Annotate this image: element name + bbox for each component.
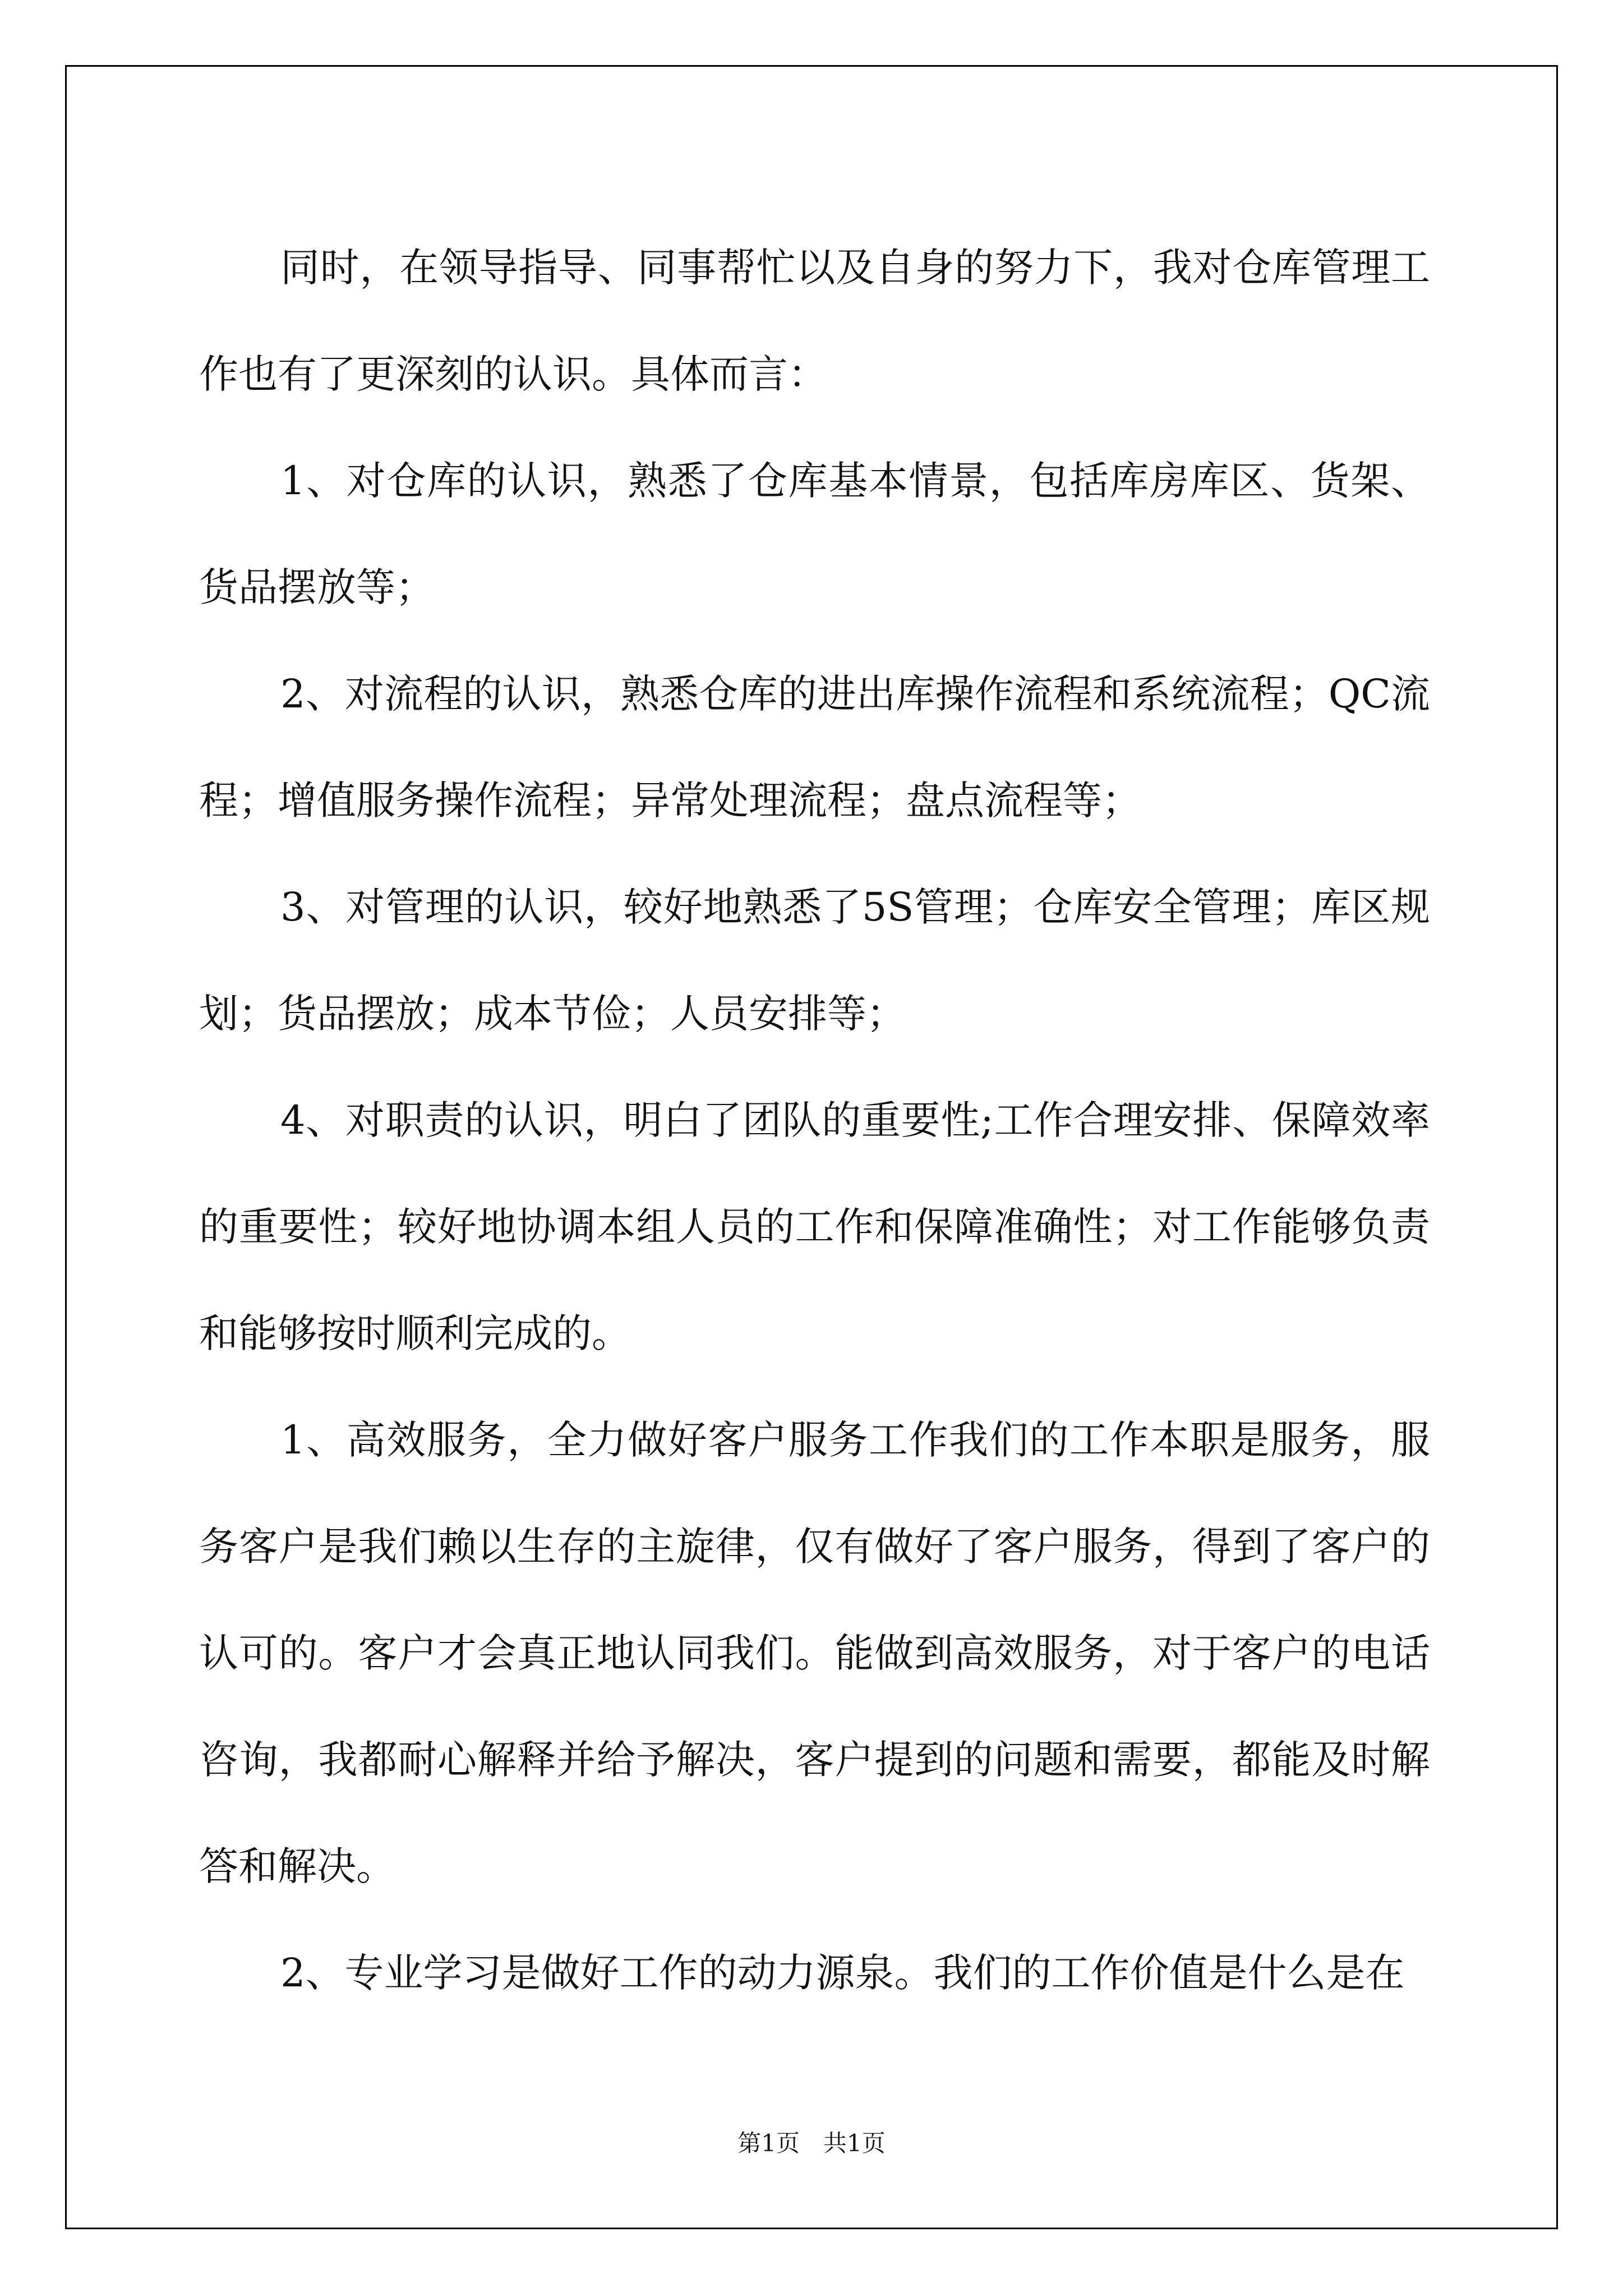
paragraph: 同时，在领导指导、同事帮忙以及自身的努力下，我对仓库管理工作也有了更深刻的认识。具体而言： (199, 245, 1430, 397)
document-body (199, 214, 1430, 2026)
paragraph: 1、高效服务，全力做好客户服务工作我们的工作本职是服务，服务客户是我们赖以生存的主旋律，仅有做好了客户服务，得到了客户的认可的。客户才会真正地认同我们。能做到高效服务，对于客户的电话咨询，我都耐心解释并给予解决，客户提到的问题和需要，都能及时解答和解决。 (199, 1417, 1430, 1889)
paragraph: 1、对仓库的认识，熟悉了仓库基本情景，包括库房库区、货架、货品摆放等； (199, 458, 1430, 610)
paragraph: 4、对职责的认识，明白了团队的重要性;工作合理安排、保障效率的重要性；较好地协调本组人员的工作和保障准确性；对工作能够负责和能够按时顺利完成的。 (199, 1097, 1430, 1356)
paragraph: 2、专业学习是做好工作的动力源泉。我们的工作价值是什么是在 (280, 1950, 1405, 1996)
paragraph: 2、对流程的认识，熟悉仓库的进出库操作流程和系统流程；QC流程；增值服务操作流程；异常处理流程；盘点流程等； (199, 671, 1430, 823)
paragraph: 3、对管理的认识，较好地熟悉了5S管理；仓库安全管理；库区规划；货品摆放；成本节俭；人员安排等； (199, 884, 1430, 1037)
page-footer: 第1页 共1页 (737, 2129, 886, 2157)
